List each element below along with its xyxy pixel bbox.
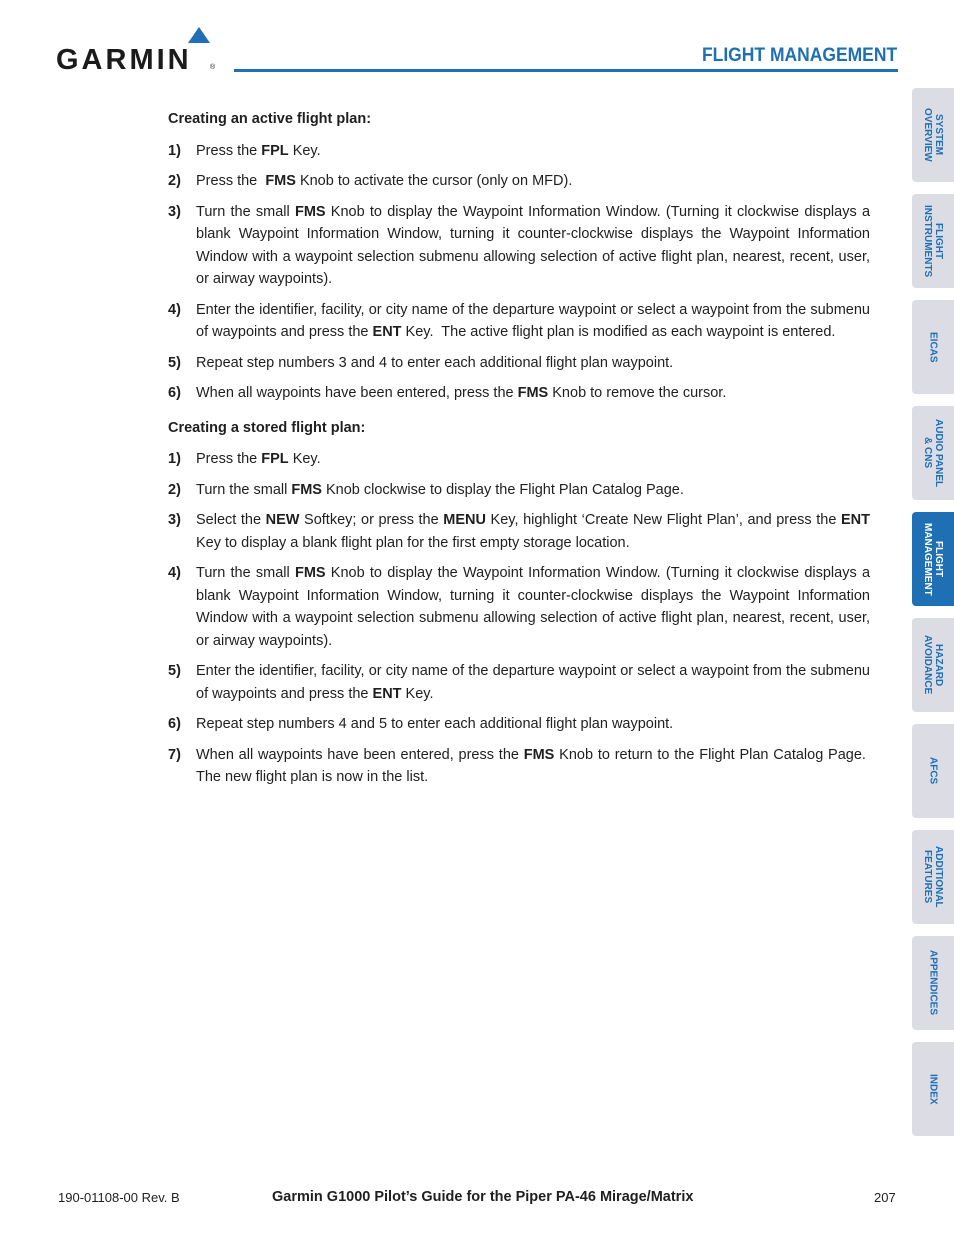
step-text: When all waypoints have been entered, press the FMS Knob to remove the cursor. (196, 385, 727, 401)
tab-label: FLIGHT INSTRUMENTS (922, 204, 944, 278)
step-text: Select the NEW Softkey; or press the MENU Key, highlight ‘Create New Flight Plan’, and press the ENT Key to display a blank flight plan for the first empty storage location. (196, 512, 870, 551)
tab-label: INDEX (927, 1073, 939, 1105)
step-list (168, 140, 870, 405)
step-number: 2) (168, 481, 181, 498)
tab-label: ADDITIONAL FEATURES (922, 846, 944, 908)
step-number: 2) (168, 173, 181, 189)
tab-flight-instruments[interactable] (912, 194, 954, 288)
step-text: Enter the identifier, facility, or city name of the departure waypoint or select a waypoint from the submenu of waypoints and press the ENT Key. The active flight plan is modified as each waypoint is entered. (196, 301, 870, 340)
step-text: Press the FMS Knob to activate the cursor (only on MFD). (196, 173, 573, 189)
step-item (168, 170, 870, 193)
footer-title: Garmin G1000 Pilot’s Guide for the Piper PA-46 Mirage/Matrix (272, 1189, 694, 1205)
step-item (168, 201, 870, 291)
step-list (168, 448, 870, 789)
step-item (168, 660, 870, 705)
step-number: 4) (168, 565, 181, 581)
garmin-logo-text: GARMIN (56, 44, 192, 76)
tab-hazard-avoidance[interactable] (912, 618, 954, 712)
tab-eicas[interactable] (912, 300, 954, 394)
step-number: 5) (168, 663, 181, 679)
tab-system-overview[interactable] (912, 88, 954, 182)
tab-label: APPENDICES (927, 950, 939, 1016)
step-text: Turn the small FMS Knob clockwise to display the Flight Plan Catalog Page. (196, 481, 684, 498)
step-text: Turn the small FMS Knob to display the Waypoint Information Window. (Turning it clockwise displays a blank Waypoint Information Window, turning it counter-clockwise displays the Waypoint Information Window with a waypoint selection submenu allowing selection of active flight plan, nearest, recent, user, or airway waypoints). (196, 565, 871, 649)
tab-afcs[interactable] (912, 724, 954, 818)
step-number: 3) (168, 512, 181, 528)
step-item (168, 140, 870, 163)
footer-page-number: 207 (874, 1190, 896, 1205)
step-text: Press the FPL Key. (196, 142, 321, 159)
procedure-heading: Creating a stored flight plan: (168, 419, 366, 436)
step-item (168, 352, 870, 375)
step-number: 5) (168, 354, 181, 371)
main-content (168, 108, 870, 801)
garmin-logo (56, 44, 192, 77)
registered-mark: ® (210, 64, 216, 71)
step-item (168, 448, 870, 471)
footer-doc-number: 190-01108-00 Rev. B (58, 1190, 180, 1205)
tab-appendices[interactable] (912, 936, 954, 1030)
section-title: FLIGHT MANAGEMENT (701, 45, 897, 66)
step-text: When all waypoints have been entered, press the FMS Knob to return to the Flight Plan Catalog Page. The new flight plan is now in the list. (196, 746, 870, 785)
tab-index[interactable] (912, 1042, 954, 1136)
tab-label: HAZARD AVOIDANCE (922, 635, 944, 695)
step-number: 3) (168, 203, 181, 220)
step-item (168, 509, 870, 554)
step-number: 6) (168, 385, 181, 401)
tab-audio-panel-cns[interactable] (912, 406, 954, 500)
tab-additional-features[interactable] (912, 830, 954, 924)
step-number: 1) (168, 451, 181, 467)
step-item (168, 562, 870, 652)
step-item (168, 382, 870, 405)
step-text: Repeat step numbers 4 and 5 to enter each additional flight plan waypoint. (196, 716, 674, 732)
header-rule (234, 69, 898, 72)
tab-label: SYSTEM OVERVIEW (922, 108, 944, 162)
garmin-triangle-icon (188, 27, 210, 43)
step-number: 6) (168, 716, 181, 732)
step-text: Turn the small FMS Knob to display the Waypoint Information Window. (Turning it clockwise displays a blank Waypoint Information Window, turning it counter-clockwise displays the Waypoint Information Window with a waypoint selection submenu allowing selection of active flight plan, nearest, recent, user, or airway waypoints). (196, 203, 871, 287)
step-item (168, 479, 870, 502)
step-text: Repeat step numbers 3 and 4 to enter each additional flight plan waypoint. (196, 354, 674, 371)
tab-label: EICAS (927, 331, 939, 363)
step-item (168, 713, 870, 736)
tab-label: FLIGHT MANAGEMENT (922, 522, 944, 596)
procedure-heading: Creating an active flight plan: (168, 111, 372, 127)
step-item (168, 299, 870, 344)
tab-label: AFCS (927, 757, 939, 785)
tab-flight-management[interactable] (912, 512, 954, 606)
tab-label: AUDIO PANEL & CNS (922, 418, 944, 488)
step-item (168, 744, 870, 789)
step-text: Enter the identifier, facility, or city name of the departure waypoint or select a waypoint from the submenu of waypoints and press the ENT Key. (196, 663, 870, 702)
step-number: 7) (168, 746, 181, 763)
step-text: Press the FPL Key. (196, 451, 321, 467)
step-number: 1) (168, 142, 181, 159)
step-number: 4) (168, 301, 181, 318)
